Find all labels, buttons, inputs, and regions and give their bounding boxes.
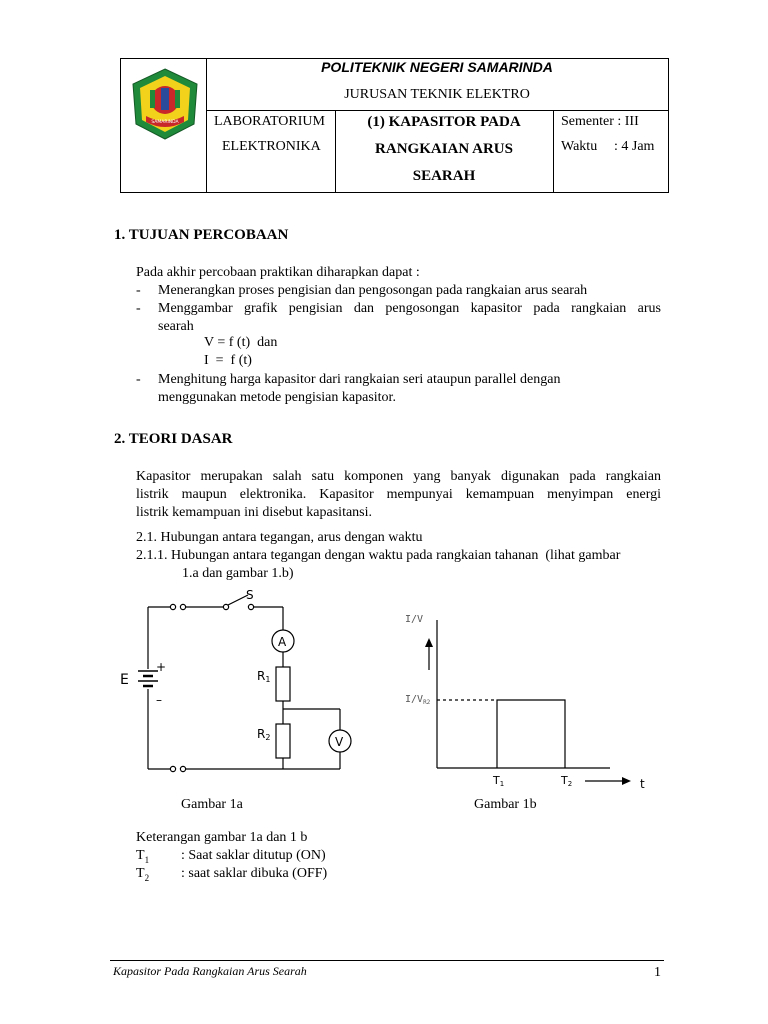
- t1-tick-label: T1: [493, 774, 505, 788]
- bullet-dash: -: [136, 372, 141, 387]
- svg-text:SAMARINDA: SAMARINDA: [151, 120, 179, 125]
- r1-label: R1: [257, 669, 271, 684]
- legend-t1-desc: : Saat saklar ditutup (ON): [181, 848, 326, 863]
- section-heading-teori: 2. TEORI DASAR: [114, 431, 233, 447]
- bullet-dash: -: [136, 283, 141, 298]
- semester-info: Sementer : III: [561, 114, 639, 129]
- switch-blade: [228, 595, 248, 605]
- title-line-1: (1) KAPASITOR PADA: [367, 114, 521, 130]
- terminal: [170, 766, 175, 771]
- terminal: [170, 604, 175, 609]
- lab-label: LABORATORIUM: [214, 114, 325, 129]
- battery-icon: [138, 671, 158, 686]
- level-label: $I/V_{R2}$: [405, 694, 431, 706]
- r2-label: R2: [257, 727, 271, 742]
- title-line-2: RANGKAIAN ARUS: [375, 141, 513, 157]
- ammeter-label: A: [278, 635, 287, 649]
- t-axis-label: t: [640, 777, 645, 791]
- subsection-2-1-1-line-1: 2.1.1. Hubungan antara tegangan dengan waktu pada rangkaian tahanan (lihat gambar: [136, 548, 621, 563]
- tujuan-item-1: Menerangkan proses pengisian dan pengosongan pada rangkaian arus searah: [158, 283, 588, 298]
- tujuan-item-2-line-1: Menggambar grafik pengisian dan pengosongan kapasitor pada rangkaian arus: [158, 301, 661, 316]
- caption-gambar-1a: Gambar 1a: [181, 797, 243, 812]
- subsection-2-1: 2.1. Hubungan antara tegangan, arus dengan waktu: [136, 530, 423, 545]
- legend-t2-label: $T_2$: [136, 866, 150, 883]
- formula-voltage: V = f (t) dan: [204, 335, 278, 350]
- legend-title: Keterangan gambar 1a dan 1 b: [136, 830, 308, 845]
- footer-rule: [110, 960, 664, 961]
- voltmeter-label: V: [335, 735, 344, 749]
- battery-label: E: [120, 672, 129, 688]
- department-name: JURUSAN TEKNIK ELEKTRO: [344, 87, 530, 102]
- formula-current: I = f (t): [204, 353, 252, 368]
- subsection-2-1-1-line-2: 1.a dan gambar 1.b): [182, 566, 294, 581]
- t2-tick-label: T2: [561, 774, 573, 788]
- y-arrow-head: [425, 638, 433, 647]
- switch-contact: [248, 604, 253, 609]
- resistor-r1: [276, 667, 290, 701]
- waktu-value: : 4 Jam: [614, 139, 655, 154]
- page-number: 1: [654, 965, 661, 980]
- tujuan-intro: Pada akhir percobaan praktikan diharapkan dapat :: [136, 265, 420, 280]
- section-heading-tujuan: 1. TUJUAN PERCOBAAN: [114, 227, 289, 243]
- terminal: [180, 604, 185, 609]
- polnes-logo-icon: [128, 66, 202, 142]
- switch-contact: [223, 604, 228, 609]
- y-axis-label: I/V: [405, 614, 424, 625]
- tujuan-item-3-line-1: Menghitung harga kapasitor dari rangkaian seri ataupun parallel dengan: [158, 372, 561, 387]
- bullet-dash: -: [136, 301, 141, 316]
- header-divider: [206, 59, 207, 192]
- pulse-line: [497, 700, 565, 768]
- footer-title: Kapasitor Pada Rangkaian Arus Searah: [113, 964, 307, 978]
- battery-plus: +: [156, 660, 167, 674]
- legend-t1-label: $T_1$: [136, 848, 150, 865]
- institution-name: POLITEKNIK NEGERI SAMARINDA: [321, 59, 553, 75]
- header-divider: [206, 110, 668, 111]
- switch-label: S: [246, 588, 254, 602]
- graph-1b: [395, 600, 655, 800]
- teori-paragraph-line-2: listrik maupun elektronika. Kapasitor mempunyai kemampuan menyimpan energi: [136, 487, 661, 502]
- tujuan-item-3-line-2: menggunakan metode pengisian kapasitor.: [158, 390, 396, 405]
- t-arrow-head: [622, 777, 631, 785]
- battery-minus: –: [156, 693, 162, 707]
- tujuan-item-2-line-2: searah: [158, 319, 194, 334]
- title-line-3: SEARAH: [412, 168, 476, 184]
- waktu-label: Waktu: [561, 139, 598, 154]
- teori-paragraph-line-3: listrik kemampuan ini disebut kapasitansi.: [136, 505, 373, 520]
- header-divider: [553, 110, 554, 192]
- terminal: [180, 766, 185, 771]
- teori-paragraph-line-1: Kapasitor merupakan salah satu komponen yang banyak digunakan pada rangkaian: [136, 469, 661, 484]
- lab-name: ELEKTRONIKA: [222, 139, 321, 154]
- legend-t2-desc: : saat saklar dibuka (OFF): [181, 866, 328, 881]
- caption-gambar-1b: Gambar 1b: [474, 797, 537, 812]
- resistor-r2: [276, 724, 290, 758]
- circuit-diagram: [110, 585, 370, 785]
